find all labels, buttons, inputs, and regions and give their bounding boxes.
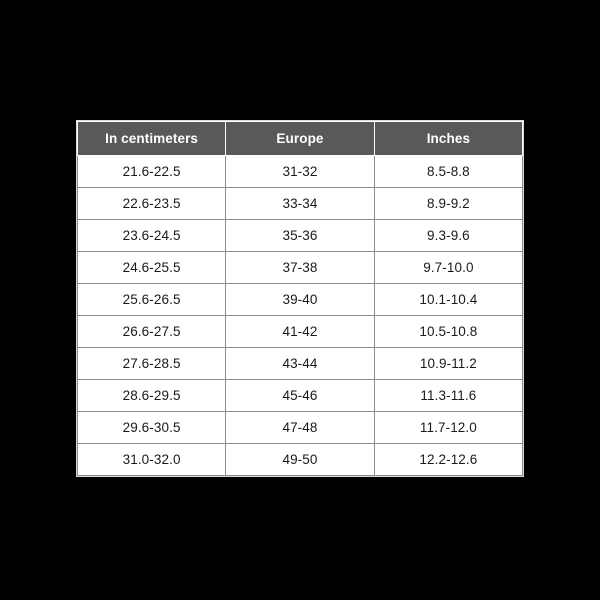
cell-europe: 31-32 [226, 156, 375, 188]
table-row [78, 156, 523, 188]
table-header [78, 122, 523, 156]
table-header-row [78, 122, 523, 156]
cell-inches: 8.5-8.8 [374, 156, 522, 188]
cell-centimeters: 29.6-30.5 [78, 412, 226, 444]
table-body [78, 156, 523, 476]
cell-europe: 35-36 [226, 220, 375, 252]
table-row [78, 412, 523, 444]
column-header-centimeters: In centimeters [78, 122, 226, 156]
table-row [78, 188, 523, 220]
cell-europe: 49-50 [226, 444, 375, 476]
table-row [78, 220, 523, 252]
cell-inches: 9.3-9.6 [374, 220, 522, 252]
cell-centimeters: 31.0-32.0 [78, 444, 226, 476]
cell-centimeters: 26.6-27.5 [78, 316, 226, 348]
cell-centimeters: 23.6-24.5 [78, 220, 226, 252]
table-row [78, 284, 523, 316]
shoe-size-conversion-table [77, 121, 523, 476]
cell-inches: 11.3-11.6 [374, 380, 522, 412]
cell-inches: 10.9-11.2 [374, 348, 522, 380]
column-header-inches: Inches [374, 122, 522, 156]
cell-centimeters: 22.6-23.5 [78, 188, 226, 220]
cell-europe: 47-48 [226, 412, 375, 444]
cell-inches: 11.7-12.0 [374, 412, 522, 444]
table-row [78, 348, 523, 380]
cell-centimeters: 25.6-26.5 [78, 284, 226, 316]
cell-europe: 37-38 [226, 252, 375, 284]
cell-inches: 8.9-9.2 [374, 188, 522, 220]
cell-inches: 12.2-12.6 [374, 444, 522, 476]
cell-inches: 10.1-10.4 [374, 284, 522, 316]
cell-inches: 9.7-10.0 [374, 252, 522, 284]
table-row [78, 252, 523, 284]
cell-europe: 33-34 [226, 188, 375, 220]
column-header-europe: Europe [226, 122, 375, 156]
cell-europe: 41-42 [226, 316, 375, 348]
cell-centimeters: 24.6-25.5 [78, 252, 226, 284]
cell-inches: 10.5-10.8 [374, 316, 522, 348]
cell-centimeters: 21.6-22.5 [78, 156, 226, 188]
table-row [78, 316, 523, 348]
cell-centimeters: 28.6-29.5 [78, 380, 226, 412]
cell-centimeters: 27.6-28.5 [78, 348, 226, 380]
cell-europe: 39-40 [226, 284, 375, 316]
table-row [78, 380, 523, 412]
cell-europe: 43-44 [226, 348, 375, 380]
table-row [78, 444, 523, 476]
table-card [76, 120, 524, 477]
cell-europe: 45-46 [226, 380, 375, 412]
